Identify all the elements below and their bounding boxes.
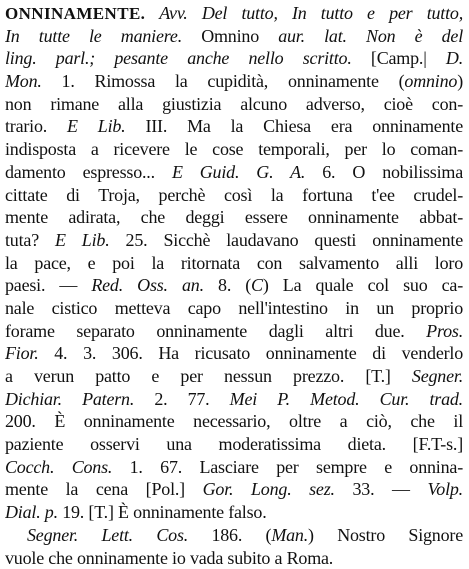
entry-line — [5, 365, 463, 388]
italic-text: aur. lat. Non è del — [278, 26, 463, 46]
italic-text: ling. parl.; pesante anche nello scritto. — [5, 48, 352, 68]
entry-line — [5, 252, 463, 275]
entry-line — [5, 206, 463, 229]
entry-line — [5, 524, 463, 547]
text-segment: 33. — — [335, 479, 428, 499]
italic-text: E Lib. — [67, 116, 125, 136]
entry-line — [5, 342, 463, 365]
italic-text: Avv. Del tutto, In tutto e per tutto, — [145, 3, 463, 23]
italic-text: E Guid. G. A. — [172, 162, 305, 182]
text-segment: 200. È onninamente necessario, oltre a ciò, che il — [5, 411, 463, 431]
text-segment: 1. 67. Lasciare per sempre e onnina- — [112, 457, 463, 477]
text-segment: 8. ( — [204, 275, 251, 295]
italic-text: Pros. — [426, 321, 463, 341]
italic-text: D. — [446, 48, 463, 68]
entry-line — [5, 478, 463, 501]
entry-line — [5, 456, 463, 479]
entry-line — [5, 547, 463, 569]
entry-line — [5, 70, 463, 93]
entry-line — [5, 115, 463, 138]
text-segment: forame separato onninamente dagli altri due. — [5, 321, 426, 341]
italic-text: Mon. — [5, 71, 42, 91]
text-segment: 19. [T.] È onninamente falso. — [58, 502, 267, 522]
text-segment: 1. Rimossa la cupidità, onninamente ( — [42, 71, 405, 91]
italic-text: Mei P. Metod. Cur. trad. — [230, 389, 463, 409]
entry-line — [5, 320, 463, 343]
text-segment: 6. O nobilissima — [305, 162, 463, 182]
text-segment: Omnino — [182, 26, 278, 46]
text-segment: cittate di Troja, perchè così la fortuna t'ee crudel- — [5, 185, 463, 205]
italic-text: Cocch. Cons. — [5, 457, 112, 477]
text-segment: la pace, e poi la ritornata con salvamento alli loro — [5, 253, 463, 273]
italic-text: Red. Oss. an. — [91, 275, 204, 295]
entry-line — [5, 2, 463, 25]
italic-text: Volp. — [427, 479, 463, 499]
headword: ONNINAMENTE. — [5, 4, 145, 23]
text-segment: nale cistico metteva capo nell'intestino in un proprio — [5, 298, 463, 318]
text-segment: non rimane alla giustizia alcuno adverso, cioè con- — [5, 94, 463, 114]
text-segment: mente la cena [Pol.] — [5, 479, 203, 499]
entry-line — [5, 161, 463, 184]
italic-text: Gor. Long. sez. — [203, 479, 335, 499]
text-segment: tuta? — [5, 230, 55, 250]
text-segment: a verun patto e per nessun prezzo. [T.] — [5, 366, 412, 386]
entry-line — [5, 388, 463, 411]
text-segment: trario. — [5, 116, 67, 136]
text-segment: 4. 3. 306. Ha ricusato onninamente di venderlo — [39, 343, 463, 363]
text-segment: ) La quale col suo ca- — [263, 275, 463, 295]
entry-line — [5, 138, 463, 161]
entry-line — [5, 433, 463, 456]
text-segment: indisposta a ricevere le cose temporali, per lo coman- — [5, 139, 463, 159]
entry-line — [5, 297, 463, 320]
entry-line — [5, 501, 463, 524]
italic-text: E Lib. — [55, 230, 110, 250]
italic-text: Man. — [271, 525, 308, 545]
entry-line — [5, 47, 463, 70]
italic-text: C — [251, 275, 263, 295]
entry-line — [5, 25, 463, 48]
text-segment: vuole che onninamente io vada subito a Roma. — [5, 548, 333, 568]
entry-line — [5, 229, 463, 252]
entry-line — [5, 93, 463, 116]
entry-line — [5, 184, 463, 207]
text-segment: paesi. — — [5, 275, 91, 295]
italic-text: Dial. p. — [5, 502, 58, 522]
text-segment: ) Nostro Signore — [308, 525, 463, 545]
text-segment: 2. 77. — [134, 389, 230, 409]
text-segment: 186. ( — [188, 525, 271, 545]
text-segment: III. Ma la Chiesa era onninamente — [126, 116, 464, 136]
text-segment: damento espresso... — [5, 162, 172, 182]
italic-text: Segner. — [412, 366, 463, 386]
italic-text: In tutte le maniere. — [5, 26, 182, 46]
italic-text: Fior. — [5, 343, 39, 363]
text-segment: paziente osservi una moderatissima dieta. [F.T-s.] — [5, 434, 463, 454]
italic-text: Dichiar. Patern. — [5, 389, 134, 409]
text-segment: [Camp.| — [352, 48, 446, 68]
entry-line — [5, 274, 463, 297]
entry-line — [5, 410, 463, 433]
text-segment: ) — [457, 71, 463, 91]
italic-text: omnino — [404, 71, 457, 91]
italic-text: Segner. Lett. Cos. — [27, 525, 188, 545]
text-segment: 25. Sicchè laudavano questi onninamente — [110, 230, 463, 250]
text-segment: mente adirata, che deggi essere onninamente abbat- — [5, 207, 463, 227]
